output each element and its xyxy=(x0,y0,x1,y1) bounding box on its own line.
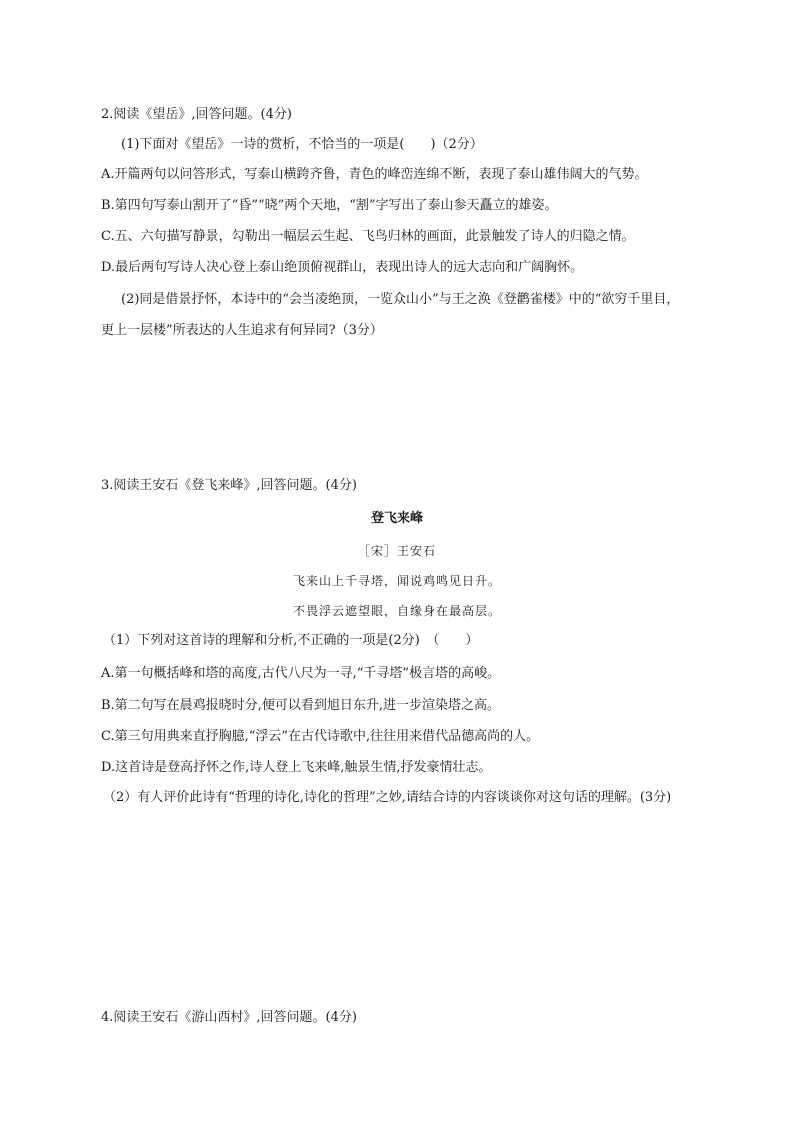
q4-title: 4.阅读王安石《游山西村》,回答问题。(4分) xyxy=(101,1010,357,1025)
q2-sub1: (1)下面对《望岳》一诗的赏析，不恰当的一项是( )（2分） xyxy=(121,137,483,152)
poem-title: 登飞来峰 xyxy=(370,511,423,526)
q2-title: 2.阅读《望岳》,回答问题。(4分) xyxy=(101,107,292,122)
q3-sub1: （1）下列对这首诗的理解和分析,不正确的一项是(2分) （ ） xyxy=(103,633,479,648)
q3-sub2: （2）有人评价此诗有“哲理的诗化,诗化的哲理”之妙,请结合诗的内容谈谈你对这句话的理解。(3分) xyxy=(103,790,672,805)
q3-option-b: B.第二句写在晨鸡报晓时分,便可以看到旭日东升,进一步渲染塔之高。 xyxy=(101,698,500,713)
poem-line-1: 飞来山上千寻塔，闻说鸡鸣见日升。 xyxy=(292,574,501,588)
q3-option-a: A.第一句概括峰和塔的高度,古代八尺为一寻,“千寻塔”极言塔的高峻。 xyxy=(101,666,501,681)
q2-sub2-line1: (2)同是借景抒怀，本诗中的“会当凌绝顶，一览众山小”与王之涣《登鹳雀楼》中的“欲穷千里目， xyxy=(121,292,680,307)
poem-line-2: 不畏浮云遮望眼，自缘身在最高层。 xyxy=(292,604,501,618)
poem-author: ［宋］王安石 xyxy=(357,544,436,558)
q3-title: 3.阅读王安石《登飞来峰》,回答问题。(4分) xyxy=(101,478,357,493)
q3-option-c: C.第三句用典来直抒胸臆,“浮云”在古代诗歌中,往往用来借代品德高尚的人。 xyxy=(101,729,540,744)
q2-option-d: D.最后两句写诗人决心登上泰山绝顶俯视群山，表现出诗人的远大志向和广阔胸怀。 xyxy=(101,260,584,275)
q2-option-c: C.五、六句描写静景，勾勒出一幅层云生起、飞鸟归林的画面，此景触发了诗人的归隐之情。 xyxy=(101,229,635,244)
q2-option-b: B.第四句写泰山割开了“昏”“晓”两个天地，“割”字写出了泰山参天矗立的雄姿。 xyxy=(101,198,558,213)
q3-option-d: D.这首诗是登高抒怀之作,诗人登上飞来峰,触景生情,抒发豪情壮志。 xyxy=(101,760,492,775)
q2-option-a: A.开篇两句以问答形式，写泰山横跨齐鲁，青色的峰峦连绵不断，表现了泰山雄伟阔大的气势。 xyxy=(101,167,648,182)
q2-sub2-line2: 更上一层楼”所表达的人生追求有何异同?（3分） xyxy=(101,323,383,338)
